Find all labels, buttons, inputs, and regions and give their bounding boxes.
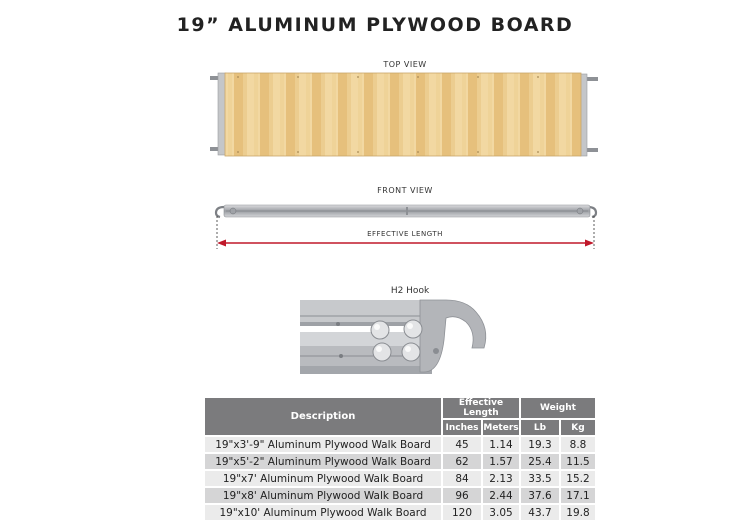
cell-meters: 1.14 [483, 437, 519, 452]
table-row [205, 471, 595, 486]
page-title: 19” ALUMINUM PLYWOOD BOARD [176, 14, 574, 36]
cell-description: 19"x8' Aluminum Plywood Walk Board [205, 488, 441, 503]
table-row [205, 505, 595, 520]
header-effective-length: Effective Length [443, 398, 519, 418]
cell-kg: 11.5 [561, 454, 595, 469]
header-weight: Weight [521, 398, 595, 418]
table-row [205, 437, 595, 452]
cell-inches: 62 [443, 454, 481, 469]
cell-description: 19"x5'-2" Aluminum Plywood Walk Board [205, 454, 441, 469]
cell-inches: 96 [443, 488, 481, 503]
header-meters: Meters [483, 420, 519, 435]
effective-length-label: EFFECTIVE LENGTH [345, 230, 465, 238]
h2-hook-label: H2 Hook [390, 286, 430, 296]
cell-lb: 37.6 [521, 488, 559, 503]
cell-description: 19"x10' Aluminum Plywood Walk Board [205, 505, 441, 520]
plywood-deck [225, 73, 581, 156]
cell-description: 19"x7' Aluminum Plywood Walk Board [205, 471, 441, 486]
cell-lb: 25.4 [521, 454, 559, 469]
cell-kg: 8.8 [561, 437, 595, 452]
cell-lb: 33.5 [521, 471, 559, 486]
h2-hook-detail [300, 300, 486, 374]
header-kg: Kg [561, 420, 595, 435]
cell-kg: 19.8 [561, 505, 595, 520]
front-hook-left [216, 207, 224, 217]
cell-inches: 84 [443, 471, 481, 486]
cell-meters: 1.57 [483, 454, 519, 469]
top-view-label: TOP VIEW [383, 60, 427, 69]
cell-lb: 19.3 [521, 437, 559, 452]
header-lb: Lb [521, 420, 559, 435]
cell-description: 19"x3'-9" Aluminum Plywood Walk Board [205, 437, 441, 452]
cell-lb: 43.7 [521, 505, 559, 520]
cell-meters: 2.44 [483, 488, 519, 503]
front-view-label: FRONT VIEW [377, 186, 433, 195]
cell-kg: 17.1 [561, 488, 595, 503]
header-inches: Inches [443, 420, 481, 435]
table-row [205, 488, 595, 503]
spec-table [203, 396, 597, 522]
cell-meters: 3.05 [483, 505, 519, 520]
header-description: Description [205, 398, 441, 435]
cell-meters: 2.13 [483, 471, 519, 486]
cell-kg: 15.2 [561, 471, 595, 486]
cell-inches: 45 [443, 437, 481, 452]
cell-inches: 120 [443, 505, 481, 520]
table-row [205, 454, 595, 469]
